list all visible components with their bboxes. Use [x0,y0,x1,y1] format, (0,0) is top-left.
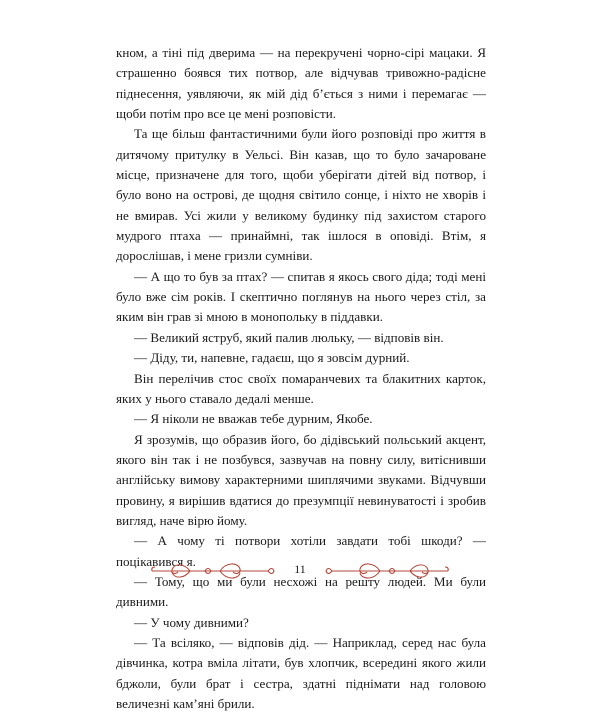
paragraph-2: Та ще більш фантастичними були його розповіді про життя в дитячому притулку в Уельсі. Він казав, що то було зачароване місце, призначене для того, щоби уберігати дітей від потвор, і було воно на острові, де щодня світило сонце, і ніхто не хворів і не вмирав. Усі жили у великому будинку під захистом старого мудрого птаха — принаймні, так ішлося в оповіді. Втім, я дорослішав, і мене гризли сумніви. [116,126,486,264]
right-ornament-icon [325,560,450,582]
paragraph-5: — Діду, ти, напевне, гадаєш, що я зовсім дурний. [134,350,410,366]
paragraph-6: Він перелічив стос своїх помаранчевих та блакитних карток, яких у нього ставало дедалі менше. [116,370,486,406]
paragraph-12: — Та всіляко, — відповів дід. — Наприклад, серед нас була дівчинка, котра вміла літати, був хлопчик, всередині якого жили бджоли, були брат і сестра, здатні піднімати над головою величезні кам’яні брили. [116,634,486,711]
paragraph-1: кном, а тіні під дверима — на перекручені чорно-сірі мацаки. Я страшенно боявся тих потвор, але відчував тривожно-радісне піднесення, уявляючи, як мій дід б’ється з ними і перемагає — щоби потім про все це мені розповісти. [116,45,486,122]
body-text [116,43,486,714]
paragraph-10: — Тому, що ми були несхожі на решту людей. Ми були дивними. [116,573,486,610]
paragraph-8: Я зрозумів, що образив його, бо дідівський польський акцент, якого він так і не позбувся, зазвучав на повну силу, витіснивши англійську вимову характерними шиплячими звуками. Відчувши провину, я вирішив вдатися до презумпції невинуватості і зробив вигляд, наче вірю йому. [116,431,486,528]
paragraph-9: — А чому ті потвори хотіли завдати тобі шкоди? — поцікавився я. [116,533,486,569]
paragraph-3: — А що то був за птах? — спитав я якось свого діда; тоді мені було вже сім років. І скептично поглянув на нього через стіл, за яким він грав зі мною в монопольку в піддавки. [116,268,486,325]
paragraph-4: — Великий яструб, який палив люльку, — відповів він. [134,329,444,345]
page-number: 11 [294,562,306,576]
paragraph-11: — У чому дивними? [134,614,249,630]
page-footer [150,560,450,582]
paragraph-7: — Я ніколи не вважав тебе дурним, Якобе. [134,411,373,427]
